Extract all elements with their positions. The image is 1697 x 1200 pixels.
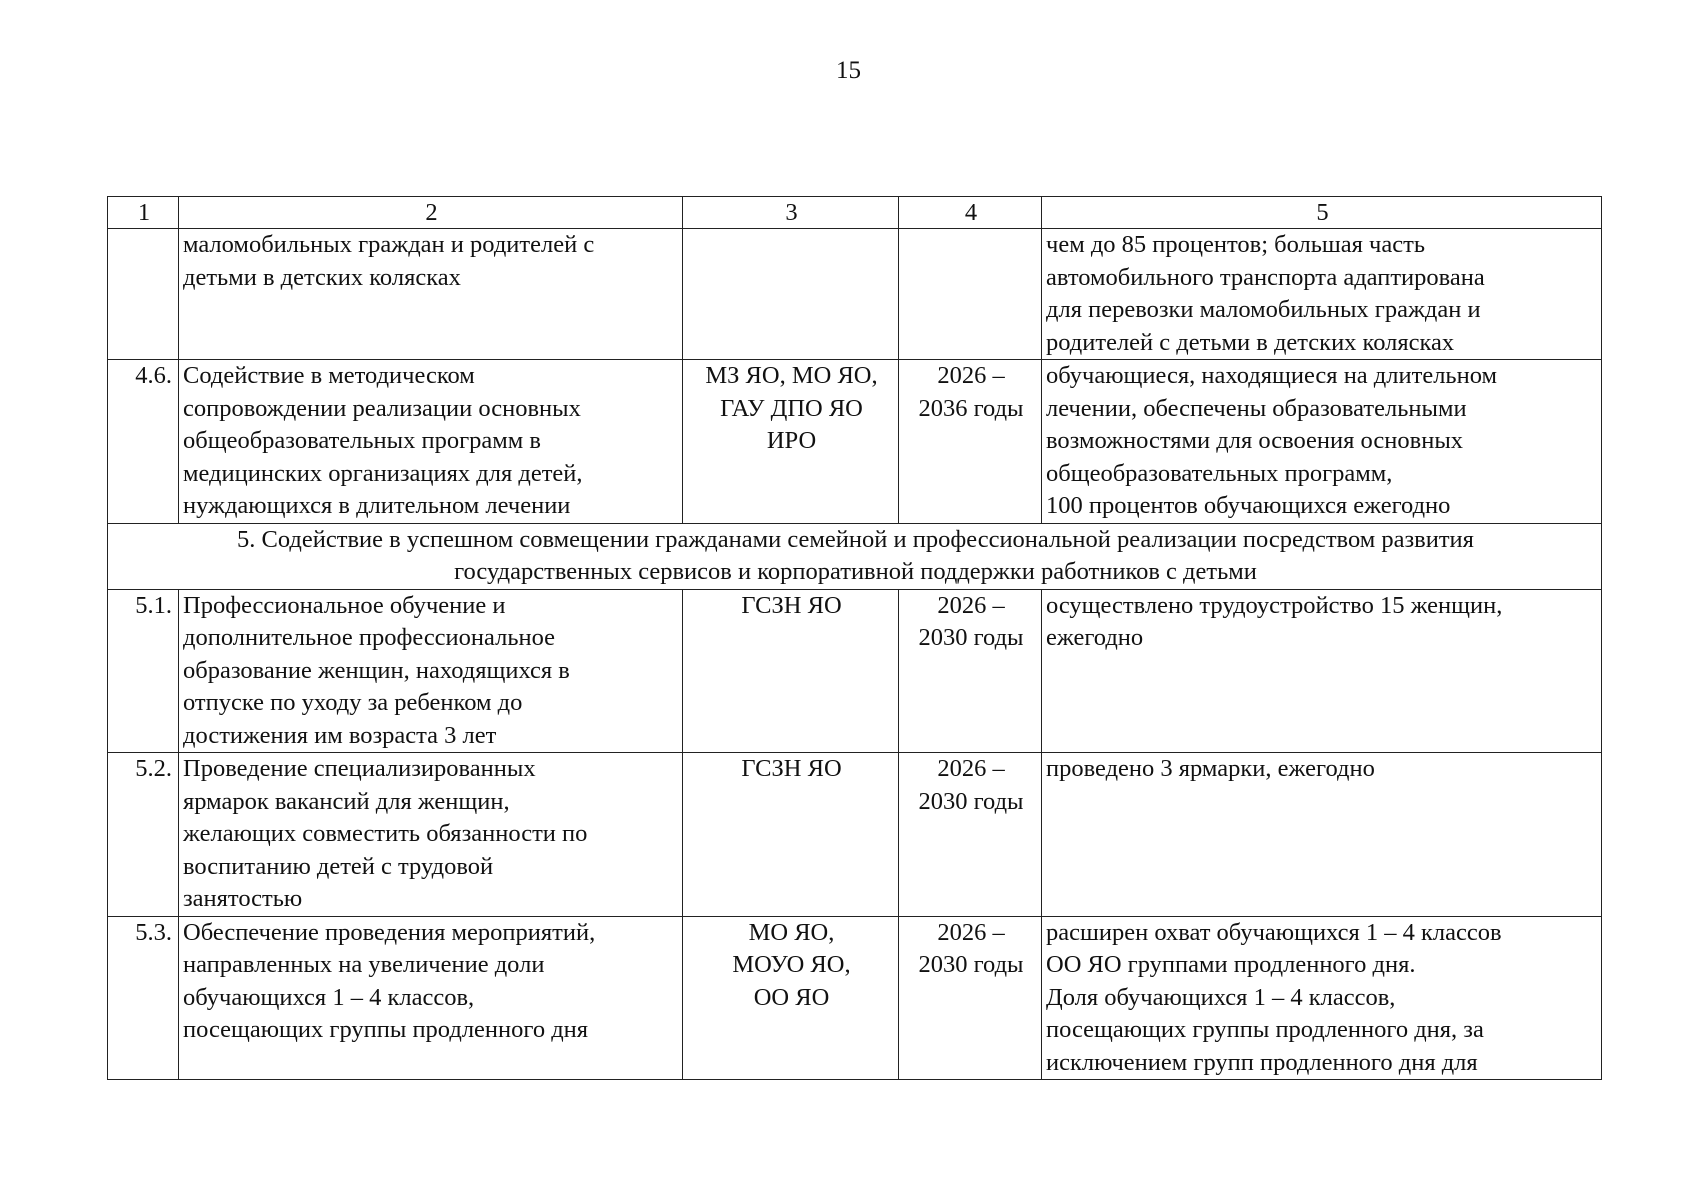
period-line: 2030 годы	[918, 787, 1024, 815]
item-number: 5.3.	[108, 916, 179, 1080]
measure-line: медицинских организациях для детей,	[183, 459, 583, 487]
measure-line: Содействие в методическом	[183, 362, 475, 389]
period-line: 2030 годы	[918, 951, 1024, 978]
result-line: Доля обучающихся 1 – 4 классов,	[1046, 983, 1396, 1011]
executor-line: ОО ЯО	[753, 983, 830, 1011]
period-line: 2026 –	[937, 755, 1005, 782]
executors-cell	[683, 916, 899, 1080]
measure-line: образование женщин, находящихся в	[183, 656, 570, 684]
result-line: обучающиеся, находящиеся на длительном	[1046, 362, 1497, 389]
result-line: 100 процентов обучающихся ежегодно	[1046, 492, 1451, 519]
measure-line: Проведение специализированных	[183, 755, 536, 782]
result-line: родителей с детьми в детских колясках	[1046, 328, 1455, 356]
period-line: 2026 –	[937, 918, 1005, 946]
result-cell	[1042, 360, 1602, 524]
item-number: 5.2.	[108, 753, 179, 917]
executor-line: ГАУ ДПО ЯО	[720, 394, 863, 422]
executor-line: ГСЗН ЯО	[741, 755, 842, 782]
section-heading-row	[108, 523, 1602, 589]
result-line: ежегодно	[1046, 624, 1144, 651]
period-cell	[899, 916, 1042, 1080]
result-line: посещающих группы продленного дня, за	[1046, 1016, 1484, 1043]
measure-line: занятостью	[183, 885, 303, 912]
executors-cell	[683, 753, 899, 917]
result-line: исключением групп продленного дня для	[1046, 1048, 1478, 1076]
table-row	[108, 916, 1602, 1080]
measure-line: дополнительное профессиональное	[183, 624, 556, 651]
period-line: 2026 –	[937, 362, 1005, 389]
item-number	[108, 229, 179, 360]
column-header-1: 1	[108, 197, 179, 229]
measure-cell	[179, 916, 683, 1080]
measure-cell	[179, 753, 683, 917]
measure-line: достижения им возраста 3 лет	[183, 721, 497, 749]
table-row	[108, 753, 1602, 917]
executor-line: ИРО	[766, 427, 817, 454]
result-line: осуществлено трудоустройство 15 женщин,	[1046, 591, 1503, 619]
measure-line: посещающих группы продленного дня	[183, 1016, 589, 1043]
measure-line: отпуске по уходу за ребенком до	[183, 689, 523, 716]
measure-line: желающих совместить обязанности по	[183, 820, 588, 847]
measure-line: сопровождении реализации основных	[183, 394, 581, 422]
measure-line: детьми в детских колясках	[183, 263, 461, 291]
measure-line: направленных на увеличение доли	[183, 951, 545, 978]
result-line: расширен охват обучающихся 1 – 4 классов	[1046, 918, 1502, 946]
measure-line: нуждающихся в длительном лечении	[183, 492, 571, 519]
executor-line: МОУО ЯО,	[732, 951, 851, 978]
executor-line: МО ЯО,	[748, 918, 835, 946]
period-line: 2036 годы	[918, 394, 1024, 422]
result-cell	[1042, 916, 1602, 1080]
executor-line: МЗ ЯО, МО ЯО,	[705, 362, 878, 389]
executors-cell	[683, 360, 899, 524]
result-cell	[1042, 753, 1602, 917]
result-line: автомобильного транспорта адаптирована	[1046, 263, 1485, 291]
column-header-4: 4	[899, 197, 1042, 229]
page-number: 15	[836, 57, 861, 84]
period-cell	[899, 360, 1042, 524]
period-cell	[899, 589, 1042, 753]
measure-line: Обеспечение проведения мероприятий,	[183, 918, 596, 946]
period-line: 2026 –	[937, 591, 1005, 619]
section-title-line: 5. Содействие в успешном совмещении гражданами семейной и профессиональной реализации посредством развития	[237, 525, 1474, 553]
result-line: возможностями для освоения основных	[1046, 427, 1464, 454]
executor-line: ГСЗН ЯО	[741, 591, 842, 619]
period-cell	[899, 753, 1042, 917]
measures-table	[107, 196, 1602, 1080]
column-header-2: 2	[179, 197, 683, 229]
measure-line: воспитанию детей с трудовой	[183, 852, 494, 880]
column-number-row	[108, 197, 1602, 229]
result-cell	[1042, 229, 1602, 360]
measure-line: общеобразовательных программ в	[183, 427, 541, 454]
measure-line: ярмарок вакансий для женщин,	[183, 787, 510, 815]
measure-cell	[179, 360, 683, 524]
measure-line: маломобильных граждан и родителей с	[183, 231, 595, 258]
result-line: общеобразовательных программ,	[1046, 459, 1393, 487]
section-title-line: государственных сервисов и корпоративной поддержки работников с детьми	[454, 558, 1257, 585]
item-number: 5.1.	[108, 589, 179, 753]
period-line: 2030 годы	[918, 624, 1024, 651]
item-number: 4.6.	[108, 360, 179, 524]
result-line: для перевозки маломобильных граждан и	[1046, 296, 1481, 323]
result-line: проведено 3 ярмарки, ежегодно	[1046, 755, 1375, 782]
executors-cell	[683, 229, 899, 360]
column-header-5: 5	[1042, 197, 1602, 229]
table-body	[108, 197, 1602, 1080]
table-row	[108, 360, 1602, 524]
table-row	[108, 229, 1602, 360]
result-line: ОО ЯО группами продленного дня.	[1046, 951, 1416, 978]
measure-line: Профессиональное обучение и	[183, 591, 506, 619]
executors-cell	[683, 589, 899, 753]
table-row	[108, 589, 1602, 753]
period-cell	[899, 229, 1042, 360]
column-header-3: 3	[683, 197, 899, 229]
section-title	[108, 523, 1602, 589]
result-line: лечении, обеспечены образовательными	[1046, 394, 1467, 422]
result-cell	[1042, 589, 1602, 753]
result-line: чем до 85 процентов; большая часть	[1046, 231, 1426, 258]
measure-cell	[179, 589, 683, 753]
measure-line: обучающихся 1 – 4 классов,	[183, 983, 475, 1011]
measure-cell	[179, 229, 683, 360]
